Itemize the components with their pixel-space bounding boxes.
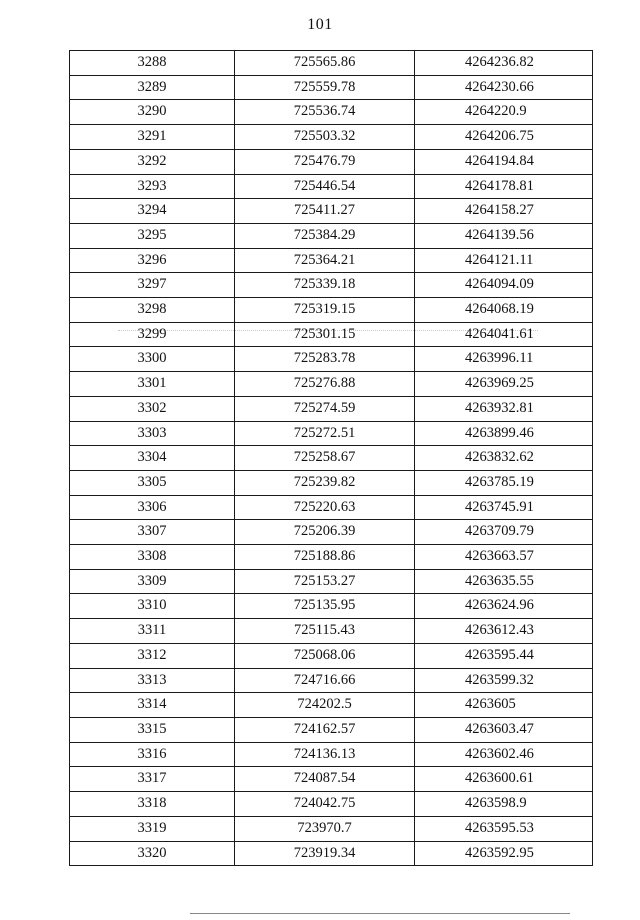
table-row — [70, 693, 593, 718]
table-row — [70, 594, 593, 619]
point-id-cell: 3299 — [70, 322, 235, 347]
point-id-cell: 3301 — [70, 372, 235, 397]
x-coordinate-cell: 725283.78 — [235, 347, 415, 372]
table-row — [70, 545, 593, 570]
table-row — [70, 223, 593, 248]
y-coordinate-cell: 4263745.91 — [415, 495, 593, 520]
point-id-cell: 3302 — [70, 396, 235, 421]
point-id-cell: 3313 — [70, 668, 235, 693]
table-row — [70, 125, 593, 150]
point-id-cell: 3306 — [70, 495, 235, 520]
y-coordinate-cell: 4263602.46 — [415, 742, 593, 767]
y-coordinate-cell: 4263624.96 — [415, 594, 593, 619]
y-coordinate-cell: 4264041.61 — [415, 322, 593, 347]
point-id-cell: 3293 — [70, 174, 235, 199]
y-coordinate-cell: 4263832.62 — [415, 446, 593, 471]
coordinate-table — [69, 50, 593, 866]
point-id-cell: 3294 — [70, 199, 235, 224]
x-coordinate-cell: 723970.7 — [235, 816, 415, 841]
y-coordinate-cell: 4264230.66 — [415, 75, 593, 100]
point-id-cell: 3315 — [70, 717, 235, 742]
table-row — [70, 520, 593, 545]
x-coordinate-cell: 724136.13 — [235, 742, 415, 767]
y-coordinate-cell: 4263709.79 — [415, 520, 593, 545]
y-coordinate-cell: 4263603.47 — [415, 717, 593, 742]
point-id-cell: 3304 — [70, 446, 235, 471]
y-coordinate-cell: 4264094.09 — [415, 273, 593, 298]
y-coordinate-cell: 4263605 — [415, 693, 593, 718]
x-coordinate-cell: 725536.74 — [235, 100, 415, 125]
x-coordinate-cell: 725411.27 — [235, 199, 415, 224]
x-coordinate-cell: 724202.5 — [235, 693, 415, 718]
table-row — [70, 372, 593, 397]
y-coordinate-cell: 4263598.9 — [415, 792, 593, 817]
point-id-cell: 3314 — [70, 693, 235, 718]
x-coordinate-cell: 725188.86 — [235, 545, 415, 570]
table-row — [70, 396, 593, 421]
point-id-cell: 3309 — [70, 569, 235, 594]
point-id-cell: 3290 — [70, 100, 235, 125]
table-row — [70, 619, 593, 644]
x-coordinate-cell: 725276.88 — [235, 372, 415, 397]
point-id-cell: 3317 — [70, 767, 235, 792]
coordinate-table-body — [70, 51, 593, 866]
table-row — [70, 421, 593, 446]
y-coordinate-cell: 4263996.11 — [415, 347, 593, 372]
x-coordinate-cell: 725476.79 — [235, 149, 415, 174]
point-id-cell: 3288 — [70, 51, 235, 76]
page-bottom-rule — [190, 913, 570, 914]
table-row — [70, 767, 593, 792]
point-id-cell: 3319 — [70, 816, 235, 841]
point-id-cell: 3308 — [70, 545, 235, 570]
y-coordinate-cell: 4264068.19 — [415, 298, 593, 323]
y-coordinate-cell: 4264178.81 — [415, 174, 593, 199]
point-id-cell: 3320 — [70, 841, 235, 866]
x-coordinate-cell: 725503.32 — [235, 125, 415, 150]
point-id-cell: 3310 — [70, 594, 235, 619]
point-id-cell: 3291 — [70, 125, 235, 150]
point-id-cell: 3296 — [70, 248, 235, 273]
x-coordinate-cell: 725274.59 — [235, 396, 415, 421]
x-coordinate-cell: 725258.67 — [235, 446, 415, 471]
y-coordinate-cell: 4264158.27 — [415, 199, 593, 224]
x-coordinate-cell: 724716.66 — [235, 668, 415, 693]
y-coordinate-cell: 4264220.9 — [415, 100, 593, 125]
x-coordinate-cell: 725272.51 — [235, 421, 415, 446]
table-row — [70, 816, 593, 841]
x-coordinate-cell: 725115.43 — [235, 619, 415, 644]
y-coordinate-cell: 4263599.32 — [415, 668, 593, 693]
y-coordinate-cell: 4263785.19 — [415, 470, 593, 495]
point-id-cell: 3292 — [70, 149, 235, 174]
table-row — [70, 643, 593, 668]
table-row — [70, 174, 593, 199]
y-coordinate-cell: 4263663.57 — [415, 545, 593, 570]
table-row — [70, 841, 593, 866]
table-row — [70, 273, 593, 298]
point-id-cell: 3312 — [70, 643, 235, 668]
x-coordinate-cell: 725559.78 — [235, 75, 415, 100]
point-id-cell: 3289 — [70, 75, 235, 100]
y-coordinate-cell: 4264194.84 — [415, 149, 593, 174]
y-coordinate-cell: 4263600.61 — [415, 767, 593, 792]
page-number: 101 — [307, 16, 333, 33]
x-coordinate-cell: 725135.95 — [235, 594, 415, 619]
x-coordinate-cell: 725565.86 — [235, 51, 415, 76]
x-coordinate-cell: 725239.82 — [235, 470, 415, 495]
x-coordinate-cell: 725220.63 — [235, 495, 415, 520]
point-id-cell: 3316 — [70, 742, 235, 767]
table-row — [70, 495, 593, 520]
y-coordinate-cell: 4263592.95 — [415, 841, 593, 866]
point-id-cell: 3307 — [70, 520, 235, 545]
table-row — [70, 668, 593, 693]
table-row — [70, 470, 593, 495]
x-coordinate-cell: 725384.29 — [235, 223, 415, 248]
y-coordinate-cell: 4263932.81 — [415, 396, 593, 421]
point-id-cell: 3303 — [70, 421, 235, 446]
table-row — [70, 51, 593, 76]
y-coordinate-cell: 4263635.55 — [415, 569, 593, 594]
table-row — [70, 717, 593, 742]
table-row — [70, 742, 593, 767]
point-id-cell: 3298 — [70, 298, 235, 323]
table-row — [70, 199, 593, 224]
y-coordinate-cell: 4264139.56 — [415, 223, 593, 248]
y-coordinate-cell: 4263595.53 — [415, 816, 593, 841]
table-row — [70, 100, 593, 125]
x-coordinate-cell: 724162.57 — [235, 717, 415, 742]
y-coordinate-cell: 4263969.25 — [415, 372, 593, 397]
table-row — [70, 298, 593, 323]
point-id-cell: 3295 — [70, 223, 235, 248]
y-coordinate-cell: 4264236.82 — [415, 51, 593, 76]
table-row — [70, 446, 593, 471]
y-coordinate-cell: 4264121.11 — [415, 248, 593, 273]
x-coordinate-cell: 724042.75 — [235, 792, 415, 817]
table-row — [70, 75, 593, 100]
point-id-cell: 3297 — [70, 273, 235, 298]
table-row — [70, 149, 593, 174]
x-coordinate-cell: 725206.39 — [235, 520, 415, 545]
x-coordinate-cell: 725319.15 — [235, 298, 415, 323]
x-coordinate-cell: 725068.06 — [235, 643, 415, 668]
y-coordinate-cell: 4263595.44 — [415, 643, 593, 668]
table-row — [70, 248, 593, 273]
x-coordinate-cell: 725339.18 — [235, 273, 415, 298]
point-id-cell: 3300 — [70, 347, 235, 372]
x-coordinate-cell: 725301.15 — [235, 322, 415, 347]
y-coordinate-cell: 4264206.75 — [415, 125, 593, 150]
x-coordinate-cell: 723919.34 — [235, 841, 415, 866]
x-coordinate-cell: 725364.21 — [235, 248, 415, 273]
point-id-cell: 3311 — [70, 619, 235, 644]
x-coordinate-cell: 724087.54 — [235, 767, 415, 792]
x-coordinate-cell: 725153.27 — [235, 569, 415, 594]
table-row — [70, 792, 593, 817]
y-coordinate-cell: 4263612.43 — [415, 619, 593, 644]
y-coordinate-cell: 4263899.46 — [415, 421, 593, 446]
table-row — [70, 347, 593, 372]
table-row — [70, 322, 593, 347]
x-coordinate-cell: 725446.54 — [235, 174, 415, 199]
table-row — [70, 569, 593, 594]
point-id-cell: 3318 — [70, 792, 235, 817]
point-id-cell: 3305 — [70, 470, 235, 495]
